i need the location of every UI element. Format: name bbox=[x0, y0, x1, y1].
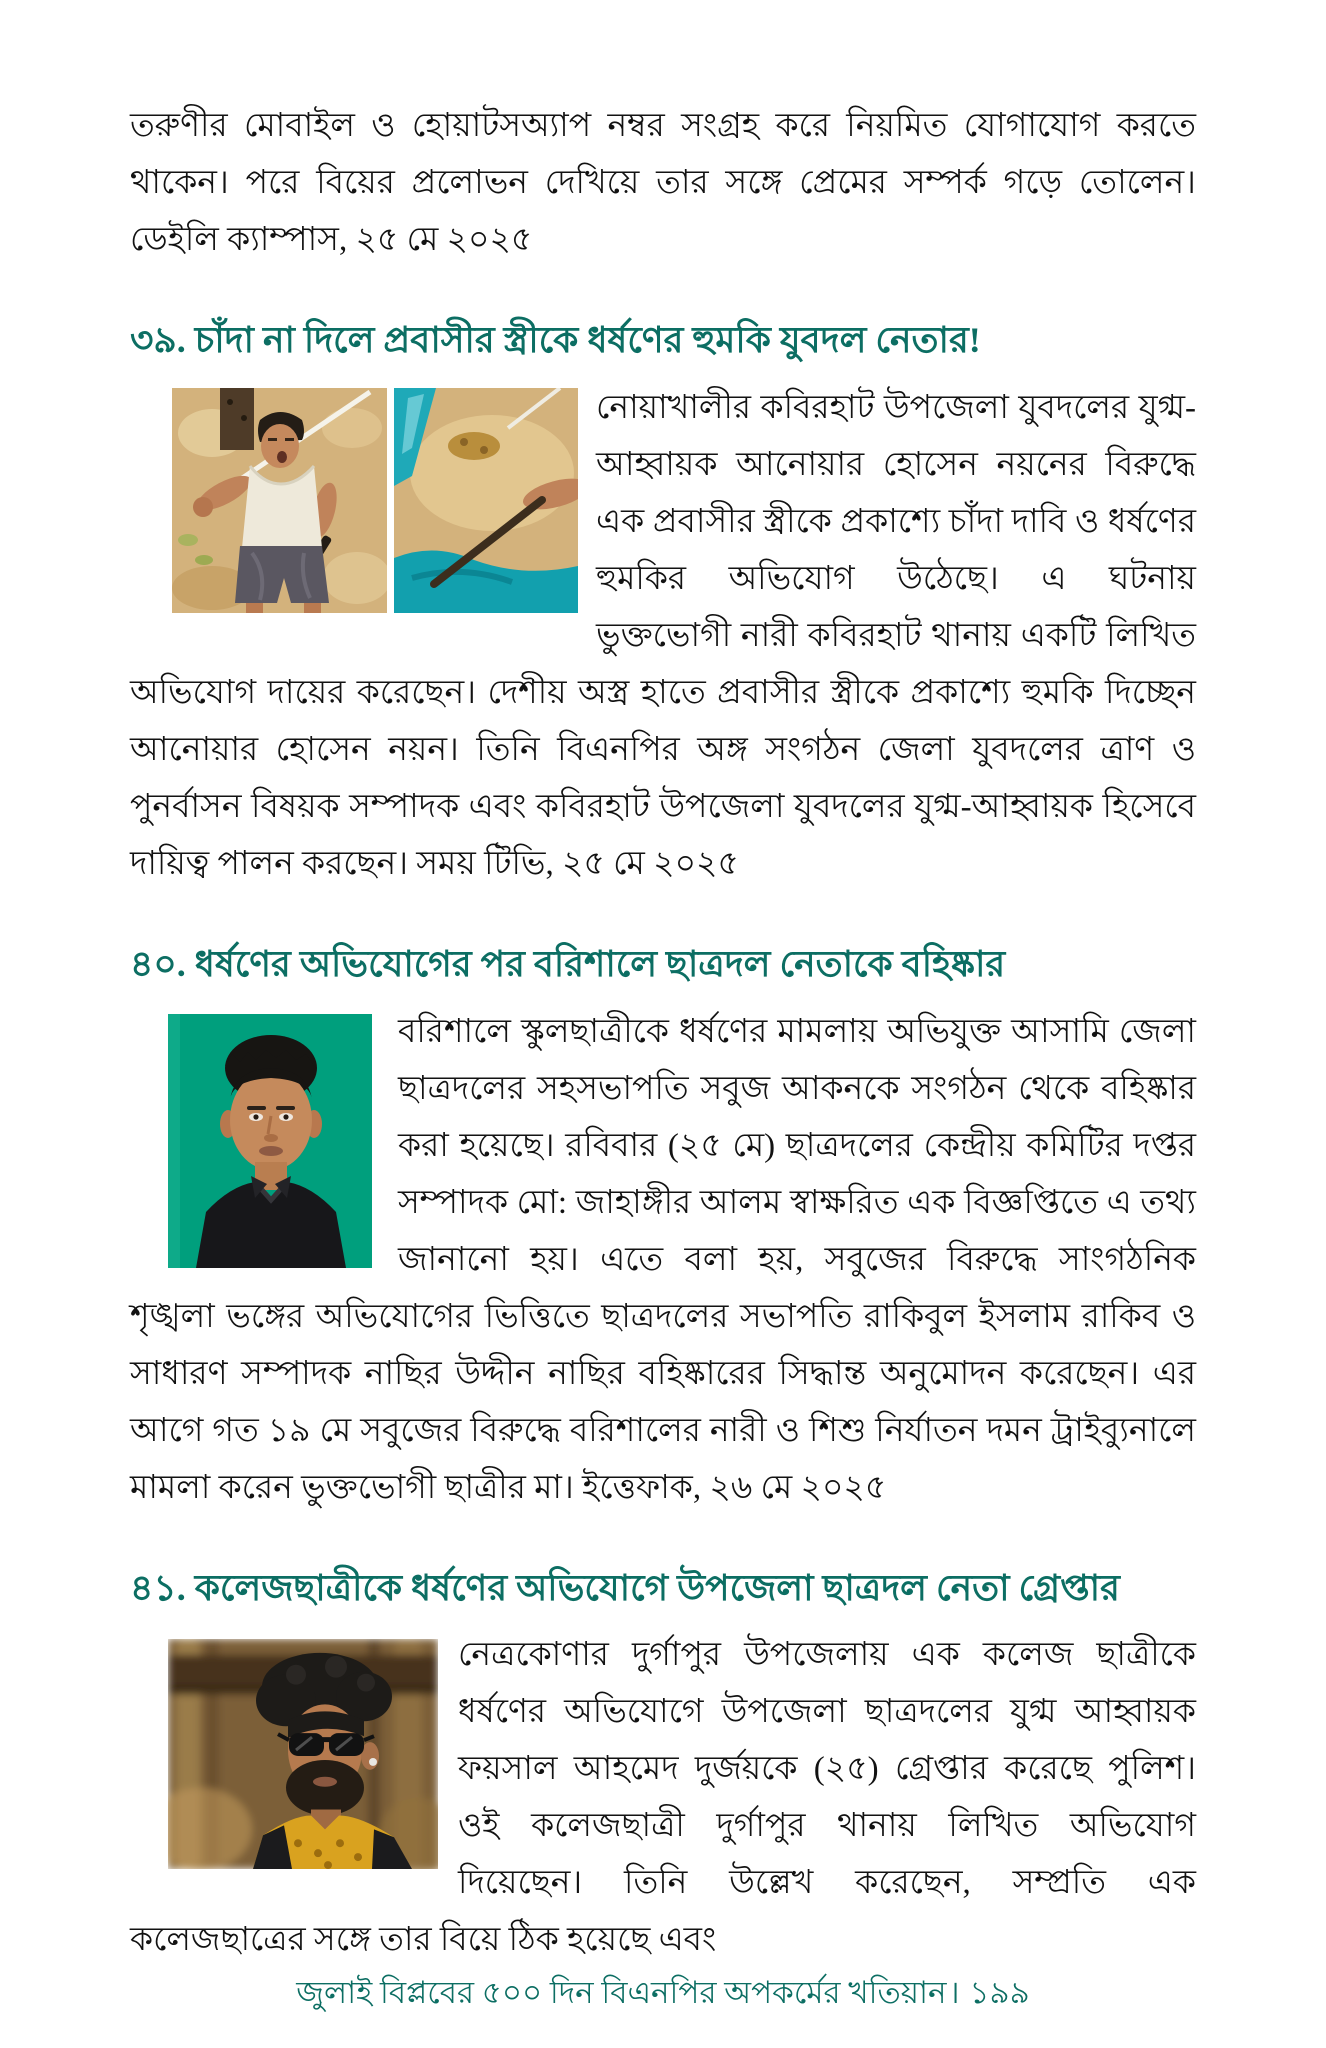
man-with-machete-photo bbox=[172, 388, 578, 613]
section-40-heading: ৪০. ধর্ষণের অভিযোগের পর বরিশালে ছাত্রদল নেতাকে বহিষ্কার bbox=[130, 943, 1006, 984]
section-39-paragraph: নোয়াখালীর কবিরহাট উপজেলা যুবদলের যুগ্ম-আহ্বায়ক আনোয়ার হোসেন নয়নের বিরুদ্ধে এক প্রবাসীর স্ত্রীকে প্রকাশ্যে চাঁদা দাবি ও ধর্ষণের হুমকির অভিযোগ উঠেছে। এ ঘটনায় ভুক্তভোগী নারী কবিরহাট থানায় একটি লিখিত অভিযোগ দায়ের করেছেন। দেশীয় অস্ত্র হাতে প্রবাসীর স্ত্রীকে প্রকাশ্যে হুমকি দিচ্ছেন আনোয়ার হোসেন নয়ন। তিনি বিএনপির অঙ্গ সংগঠন জেলা যুবদলের ত্রাণ ও পুনর্বাসন বিষয়ক সম্পাদক এবং কবিরহাট উপজেলা যুবদলের যুগ্ম-আহ্বায়ক হিসেবে দায়িত্ব পালন করছেন। সময় টিভি, ২৫ মে ২০২৫ bbox=[130, 389, 1196, 882]
section-41-body bbox=[130, 1627, 1196, 1969]
section-41-heading: ৪১. কলেজছাত্রীকে ধর্ষণের অভিযোগে উপজেলা ছাত্রদল নেতা গ্রেপ্তার bbox=[130, 1567, 1120, 1608]
section-40-body bbox=[130, 1004, 1196, 1517]
section-41-photo bbox=[168, 1639, 438, 1869]
portrait-sunglasses-photo bbox=[168, 1639, 438, 1869]
section-39 bbox=[130, 269, 1196, 893]
section-39-heading: ৩৯. চাঁদা না দিলে প্রবাসীর স্ত্রীকে ধর্ষণের হুমকি যুবদল নেতার! bbox=[130, 320, 981, 360]
portrait-teal-background-photo bbox=[168, 1014, 372, 1268]
footer-title: জুলাই বিপ্লবের ৫০০ দিন বিএনপির অপকর্মের খতিয়ান bbox=[296, 1975, 947, 2011]
section-40 bbox=[130, 893, 1196, 1517]
page-number: ১৯৯ bbox=[969, 1975, 1030, 2011]
footer-separator: । bbox=[948, 1975, 960, 2011]
section-40-paragraph: বরিশালে স্কুলছাত্রীকে ধর্ষণের মামলায় অভিযুক্ত আসামি জেলা ছাত্রদলের সহসভাপতি সবুজ আকনকে সংগঠন থেকে বহিষ্কার করা হয়েছে। রবিবার (২৫ মে) ছাত্রদলের কেন্দ্রীয় কমিটির দপ্তর সম্পাদক মো: জাহাঙ্গীর আলম স্বাক্ষরিত এক বিজ্ঞপ্তিতে এ তথ্য জানানো হয়। এতে বলা হয়, সবুজের বিরুদ্ধে সাংগঠনিক শৃঙ্খলা ভঙ্গের অভিযোগের ভিত্তিতে ছাত্রদলের সভাপতি রাকিবুল ইসলাম রাকিব ও সাধারণ সম্পাদক নাছির উদ্দীন নাছির বহিষ্কারের সিদ্ধান্ত অনুমোদন করেছেন। এর আগে গত ১৯ মে সবুজের বিরুদ্ধে বরিশালের নারী ও শিশু নির্যাতন দমন ট্রাইব্যুনালে মামলা করেন ভুক্তভোগী ছাত্রীর মা। ইত্তেফাক, ২৬ মে ২০২৫ bbox=[130, 1013, 1196, 1506]
section-39-body bbox=[130, 380, 1196, 893]
page-footer bbox=[130, 1969, 1196, 2048]
section-41-paragraph: নেত্রকোণার দুর্গাপুর উপজেলায় এক কলেজ ছাত্রীকে ধর্ষণের অভিযোগে উপজেলা ছাত্রদলের যুগ্ম আহ্বায়ক ফয়সাল আহমেদ দুর্জয়কে (২৫) গ্রেপ্তার করেছে পুলিশ। ওই কলেজছাত্রী দুর্গাপুর থানায় লিখিত অভিযোগ দিয়েছেন। তিনি উল্লেখ করেছেন, সম্প্রতি এক কলেজছাত্রের সঙ্গে তার বিয়ে ঠিক হয়েছে এবং bbox=[130, 1637, 1196, 1959]
section-41 bbox=[130, 1517, 1196, 1970]
section-39-photo bbox=[172, 388, 578, 613]
section-40-photo bbox=[168, 1014, 372, 1268]
intro-paragraph: তরুণীর মোবাইল ও হোয়াটসঅ্যাপ নম্বর সংগ্রহ করে নিয়মিত যোগাযোগ করতে থাকেন। পরে বিয়ের প্রলোভন দেখিয়ে তার সঙ্গে প্রেমের সম্পর্ক গড়ে তোলেন। ডেইলি ক্যাম্পাস, ২৫ মে ২০২৫ bbox=[130, 108, 1196, 258]
